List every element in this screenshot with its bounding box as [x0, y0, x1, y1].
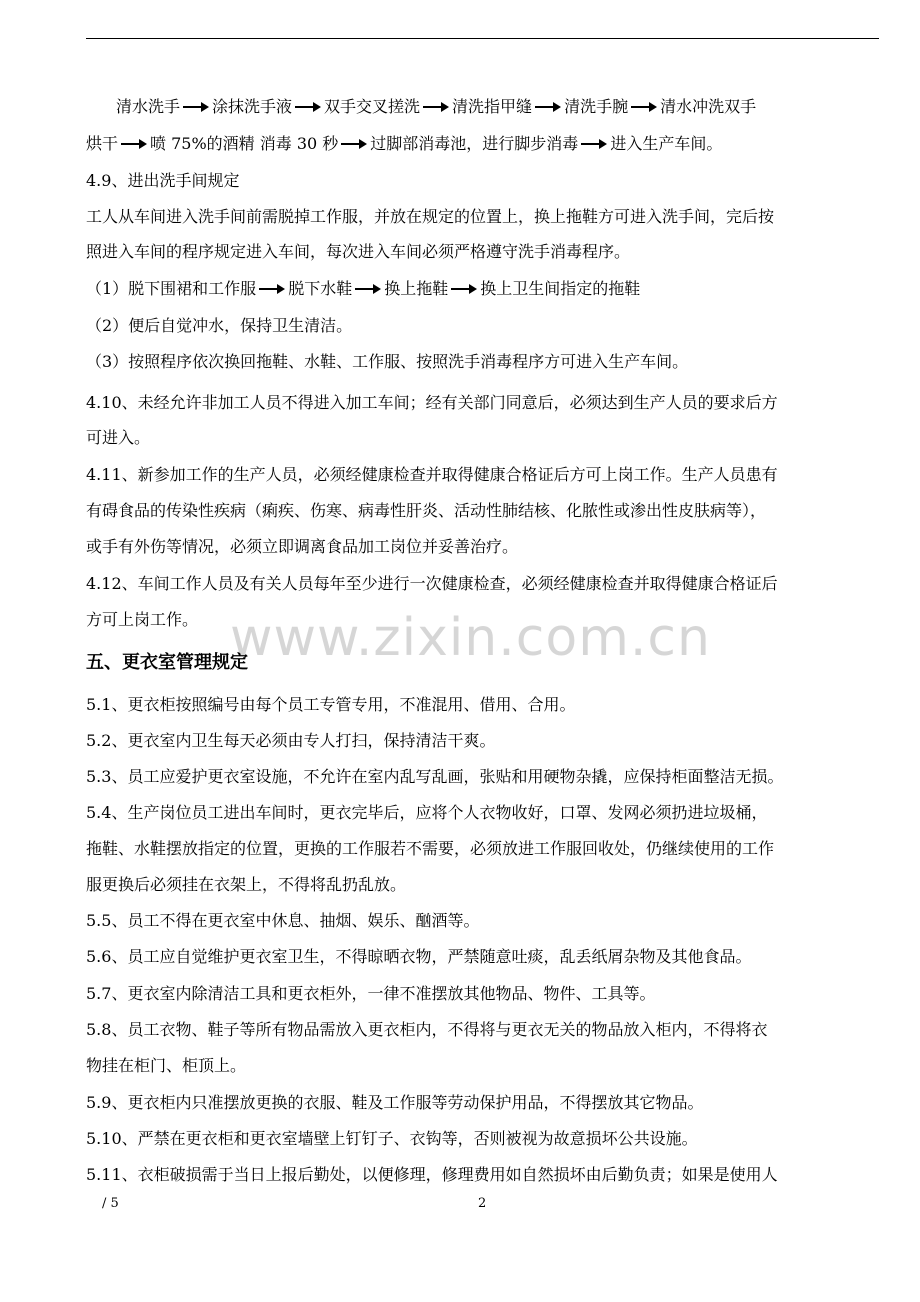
- clause-4-9-line-2: 照进入车间的程序规定进入车间，每次进入车间必须严格遵守洗手消毒程序。: [86, 242, 631, 261]
- clause-5-8-line-2: 物挂在柜门、柜顶上。: [86, 1056, 247, 1075]
- clause-5-4-line-1: 5.4、生产岗位员工进出车间时，更衣完毕后，应将个人衣物收好，口罩、发网必须扔进垃圾桶，: [86, 803, 768, 822]
- clause-4-12-line-1: 4.12、车间工作人员及有关人员每年至少进行一次健康检查，必须经健康检查并取得健康合格证后: [86, 574, 778, 593]
- arrow-right-icon: [183, 102, 209, 112]
- flow-step: 清水冲洗双手: [660, 97, 757, 116]
- watermark: www.zixin.com.cn: [230, 608, 711, 668]
- clause-4-12-line-2: 方可上岗工作。: [86, 610, 199, 629]
- flow-step: 过脚部消毒池，进行脚步消毒: [370, 134, 579, 153]
- arrow-right-icon: [355, 284, 381, 294]
- clause-5-4-line-2: 拖鞋、水鞋摆放指定的位置，更换的工作服若不需要，必须放进工作服回收处，仍继续使用的工作: [86, 839, 775, 858]
- page-number: 2: [478, 1196, 487, 1211]
- flow-step: 换上卫生间指定的拖鞋: [480, 279, 641, 298]
- clause-4-11-line-2: 有碍食品的传染性疾病（痢疾、伤寒、病毒性肝炎、活动性肺结核、化脓性或渗出性皮肤病等），: [86, 501, 767, 520]
- arrow-right-icon: [423, 102, 449, 112]
- flow-step: 涂抹洗手液: [212, 97, 293, 116]
- clause-4-10-line-1: 4.10、未经允许非加工人员不得进入加工车间；经有关部门同意后，必须达到生产人员的要求后方: [86, 393, 778, 412]
- arrow-right-icon: [259, 284, 285, 294]
- arrow-right-icon: [535, 102, 561, 112]
- clause-5-3: 5.3、员工应爱护更衣室设施，不允许在室内乱写乱画，张贴和用硬物杂撬，应保持柜面整洁无损。: [86, 767, 784, 786]
- clause-5-10: 5.10、严禁在更衣柜和更衣室墙壁上钉钉子、衣钩等，否则被视为故意损坏公共设施。: [86, 1129, 698, 1148]
- clause-5-6: 5.6、员工应自觉维护更衣室卫生，不得晾晒衣物，严禁随意吐痰，乱丢纸屑杂物及其他食品。: [86, 947, 752, 966]
- flow-step: 清洗指甲缝: [452, 97, 533, 116]
- clause-5-8-line-1: 5.8、员工衣物、鞋子等所有物品需放入更衣柜内，不得将与更衣无关的物品放入柜内，不得将衣: [86, 1020, 768, 1039]
- restroom-flow: [86, 279, 886, 299]
- clause-4-9-line-1: 工人从车间进入洗手间前需脱掉工作服，并放在规定的位置上，换上拖鞋方可进入洗手间，完后按: [86, 207, 775, 226]
- page-count: / 5: [102, 1196, 119, 1211]
- clause-5-7: 5.7、更衣室内除清洁工具和更衣柜外，一律不准摆放其他物品、物件、工具等。: [86, 984, 656, 1003]
- flow-step: 换上拖鞋: [384, 279, 449, 298]
- clause-5-9: 5.9、更衣柜内只准摆放更换的衣服、鞋及工作服等劳动保护用品，不得摆放其它物品。: [86, 1093, 704, 1112]
- arrow-right-icon: [121, 139, 147, 149]
- arrow-right-icon: [451, 284, 477, 294]
- section-5-heading: 五、更衣室管理规定: [86, 652, 248, 673]
- arrow-right-icon: [341, 139, 367, 149]
- clause-4-11-line-3: 或手有外伤等情况，必须立即调离食品加工岗位并妥善治疗。: [86, 537, 519, 556]
- flow-step: 烘干: [86, 134, 119, 153]
- flow-step: 进入生产车间。: [610, 134, 723, 153]
- arrow-right-icon: [295, 102, 321, 112]
- clause-5-5: 5.5、员工不得在更衣室中休息、抽烟、娱乐、酗酒等。: [86, 911, 480, 930]
- clause-5-4-line-3: 服更换后必须挂在衣架上，不得将乱扔乱放。: [86, 875, 407, 894]
- arrow-right-icon: [631, 102, 657, 112]
- handwash-flow-line-1: [86, 97, 916, 117]
- flow-step: 清水洗手: [116, 97, 181, 116]
- clause-5-1: 5.1、更衣柜按照编号由每个员工专管专用，不准混用、借用、合用。: [86, 695, 576, 714]
- flow-step: 脱下水鞋: [288, 279, 353, 298]
- flow-step: 双手交叉搓洗: [324, 97, 421, 116]
- clause-4-9-title: 4.9、进出洗手间规定: [86, 171, 240, 190]
- clause-4-9-item-3: （3）按照程序依次换回拖鞋、水鞋、工作服、按照洗手消毒程序方可进入生产车间。: [86, 352, 689, 371]
- clause-4-11-line-1: 4.11、新参加工作的生产人员，必须经健康检查并取得健康合格证后方可上岗工作。生产人员患有: [86, 465, 778, 484]
- clause-5-2: 5.2、更衣室内卫生每天必须由专人打扫，保持清洁干爽。: [86, 731, 496, 750]
- clause-5-11-line-1: 5.11、衣柜破损需于当日上报后勤处，以便修理，修理费用如自然损坏由后勤负责；如果是使用人: [86, 1165, 778, 1184]
- clause-4-10-line-2: 可进入。: [86, 428, 151, 447]
- arrow-right-icon: [581, 139, 607, 149]
- flow-step: 喷 75%的酒精 消毒 30 秒: [150, 134, 339, 153]
- header-rule: [86, 38, 879, 39]
- flow-step: 清洗手腕: [564, 97, 629, 116]
- clause-4-9-item-2: （2）便后自觉冲水，保持卫生清洁。: [86, 316, 353, 335]
- flow-step: （1）脱下围裙和工作服: [86, 279, 257, 298]
- handwash-flow-line-2: [86, 134, 886, 154]
